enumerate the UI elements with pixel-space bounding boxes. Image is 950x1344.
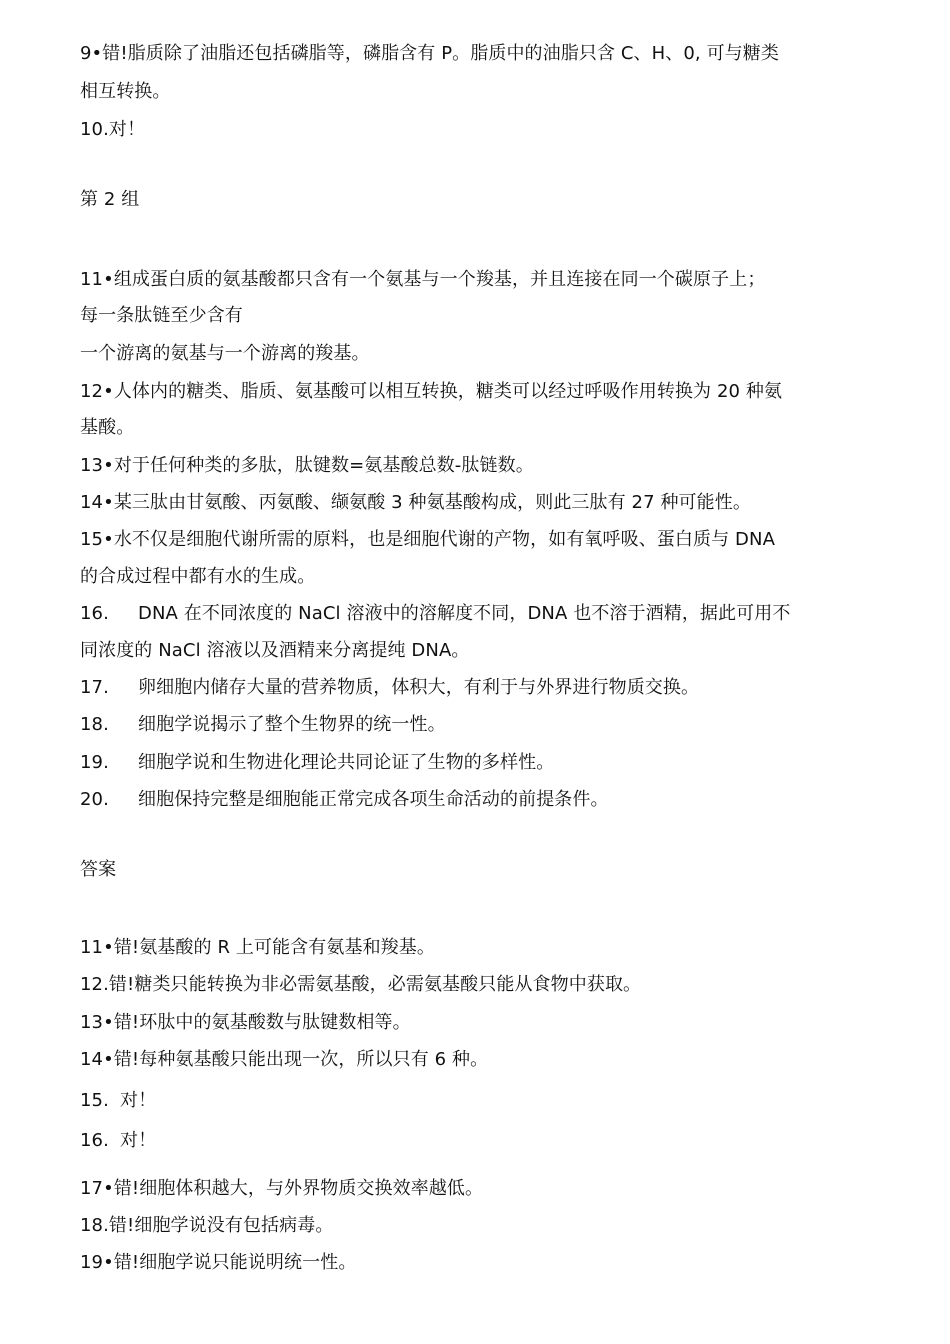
question-17: [80, 676, 699, 700]
question-20-number: 20.: [80, 789, 109, 810]
answer-9-line-1: 9•错!脂质除了油脂还包括磷脂等，磷脂含有 P。脂质中的油脂只含 C、H、0, 可与糖类: [80, 43, 779, 64]
answer-15-text: 对！: [120, 1090, 157, 1111]
answer-10: 10.对！: [80, 119, 146, 140]
question-19-number: 19.: [80, 752, 109, 773]
question-20-text: 细胞保持完整是细胞能正常完成各项生命活动的前提条件。: [138, 789, 609, 810]
question-14: 14•某三肽由甘氨酸、丙氨酸、缬氨酸 3 种氨基酸构成，则此三肽有 27 种可能性。: [80, 492, 751, 513]
question-16-line-1: [80, 602, 790, 626]
answer-15: [80, 1089, 156, 1113]
question-16-number: 16.: [80, 603, 109, 624]
question-12-line-1: 12•人体内的糖类、脂质、氨基酸可以相互转换，糖类可以经过呼吸作用转换为 20 种氨: [80, 381, 783, 402]
answer-12: 12.错!糖类只能转换为非必需氨基酸，必需氨基酸只能从食物中获取。: [80, 974, 642, 995]
question-19: [80, 751, 554, 775]
answer-16-number: 16.: [80, 1130, 109, 1151]
question-19-text: 细胞学说和生物进化理论共同论证了生物的多样性。: [138, 752, 555, 773]
question-17-text: 卵细胞内储存大量的营养物质，体积大，有利于与外界进行物质交换。: [138, 677, 700, 698]
group-2-heading: 第 2 组: [80, 189, 140, 210]
answer-13: 13•错!环肽中的氨基酸数与肽键数相等。: [80, 1012, 411, 1033]
answers-heading: 答案: [80, 859, 117, 880]
question-17-number: 17.: [80, 677, 109, 698]
question-18: [80, 713, 446, 737]
question-18-number: 18.: [80, 714, 109, 735]
answer-18: 18.错!细胞学说没有包括病毒。: [80, 1215, 334, 1236]
question-15-line-2: 的合成过程中都有水的生成。: [80, 566, 316, 587]
answer-9-line-2: 相互转换。: [80, 81, 171, 102]
question-16-text: DNA 在不同浓度的 NaCl 溶液中的溶解度不同，DNA 也不溶于酒精，据此可用不: [138, 603, 791, 624]
question-16-line-2: 同浓度的 NaCl 溶液以及酒精来分离提纯 DNA。: [80, 640, 470, 661]
question-11-line-2: 每一条肽链至少含有: [80, 305, 243, 326]
question-20: [80, 788, 609, 812]
question-18-text: 细胞学说揭示了整个生物界的统一性。: [138, 714, 446, 735]
question-11-line-1: 11•组成蛋白质的氨基酸都只含有一个氨基与一个羧基，并且连接在同一个碳原子上；: [80, 269, 766, 290]
question-11-line-3: 一个游离的氨基与一个游离的羧基。: [80, 343, 370, 364]
answer-16: [80, 1129, 156, 1153]
answer-11: 11•错!氨基酸的 R 上可能含有氨基和羧基。: [80, 937, 435, 958]
answer-17: 17•错!细胞体积越大，与外界物质交换效率越低。: [80, 1178, 484, 1199]
answer-16-text: 对！: [120, 1130, 157, 1151]
answer-15-number: 15.: [80, 1090, 109, 1111]
answer-14: 14•错!每种氨基酸只能出现一次，所以只有 6 种。: [80, 1049, 489, 1070]
question-12-line-2: 基酸。: [80, 417, 135, 438]
answer-19: 19•错!细胞学说只能说明统一性。: [80, 1252, 357, 1273]
question-15-line-1: 15•水不仅是细胞代谢所需的原料，也是细胞代谢的产物，如有氧呼吸、蛋白质与 DNA: [80, 529, 775, 550]
question-13: 13•对于任何种类的多肽，肽键数=氨基酸总数-肽链数。: [80, 455, 534, 476]
